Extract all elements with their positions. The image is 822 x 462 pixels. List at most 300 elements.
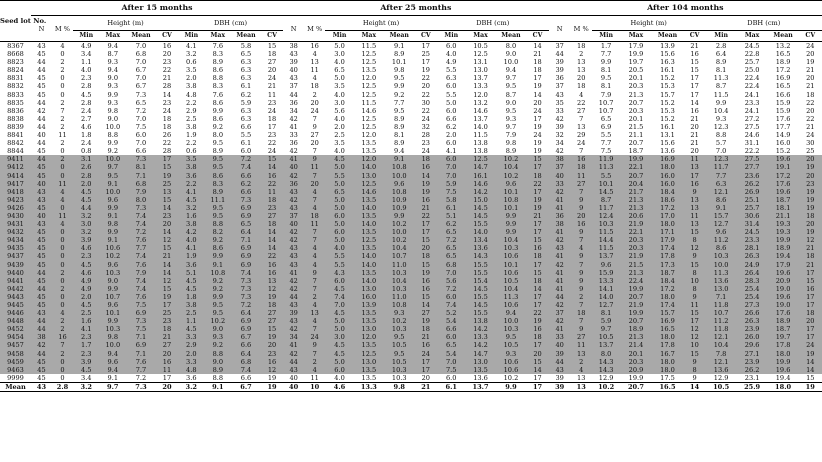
table-cell: 7.4 [126, 212, 156, 220]
table-cell: 8.9 [394, 122, 405, 131]
table-cell: 4 [304, 317, 325, 325]
table-row [0, 204, 822, 212]
table-cell: 44 [37, 98, 46, 107]
table-cell: 21.9 [621, 301, 652, 309]
table-cell: 43 [283, 317, 304, 325]
table-cell: 13 [684, 196, 706, 204]
table-cell: 2 [579, 50, 584, 59]
table-cell: 9 [571, 277, 592, 285]
table-cell: 8.7 [715, 82, 727, 91]
table-cell: 13 [684, 163, 706, 171]
seed-lot-cell: 8367 [7, 42, 24, 50]
table-cell: 9.2 [212, 122, 224, 131]
table-cell: 18 [267, 50, 277, 59]
table-cell: 8.6 [706, 244, 737, 252]
table-cell: 10.6 [100, 244, 127, 252]
table-cell: 7.8 [706, 350, 737, 358]
table-cell: 11.0 [384, 293, 415, 301]
table-cell: 19 [526, 204, 548, 212]
table-cell: 16 [52, 333, 73, 341]
table-cell: 19 [261, 333, 283, 341]
table-row [0, 301, 822, 309]
table-cell: 5.0 [325, 325, 354, 333]
table-cell: 17 [526, 220, 548, 228]
table-cell: 43 [283, 244, 304, 252]
table-cell: 42 [283, 196, 304, 204]
table-cell: 19.9 [621, 155, 652, 163]
table-cell: 6.0 [240, 147, 252, 156]
table-cell: 10.4 [706, 341, 737, 349]
table-cell: 4 [304, 252, 325, 260]
table-cell: 10.7 [100, 293, 127, 301]
table-cell: 3.6 [178, 172, 205, 180]
table-cell: 6.0 [445, 42, 457, 50]
table-cell: 17 [799, 293, 822, 301]
table-cell: 13.4 [466, 236, 496, 244]
seed-lot-cell: 9411 [0, 155, 31, 163]
subheader-max: Max [621, 31, 652, 42]
table-cell: 43 [283, 366, 304, 374]
table-cell: 6.0 [445, 139, 457, 148]
table-cell: 18.0 [651, 220, 683, 228]
table-cell: 10.6 [495, 252, 526, 260]
table-cell: 17.5 [660, 373, 675, 382]
table-cell: 42 [283, 236, 304, 244]
table-cell: 16 [310, 42, 319, 50]
table-cell: 19.6 [768, 293, 799, 301]
table-cell: 25.4 [737, 285, 768, 293]
table-cell: 6.6 [445, 114, 457, 123]
table-cell: 18 [799, 212, 822, 220]
table-cell: 12 [799, 236, 822, 244]
table-cell: 5.2 [437, 309, 466, 317]
table-cell: 4 [60, 42, 65, 50]
dbh-header: DBH (cm) [178, 16, 283, 31]
table-cell: 4.5 [178, 285, 205, 293]
table-cell: 19.9 [621, 285, 652, 293]
table-cell: 27.5 [744, 122, 760, 131]
table-cell: 1.7 [600, 42, 612, 50]
table-cell: 2 [304, 358, 325, 366]
table-cell: 18 [526, 172, 548, 180]
table-cell: 4.1 [73, 325, 100, 333]
table-cell: 10.1 [391, 58, 407, 67]
table-cell: 18 [162, 122, 172, 131]
table-row [0, 74, 822, 82]
table-cell: 43 [549, 244, 571, 252]
table-cell: 45 [31, 252, 52, 260]
table-cell: 10.2 [205, 317, 232, 325]
table-cell: 20.3 [621, 244, 652, 252]
table-cell: 4.4 [73, 204, 100, 212]
table-cell: 13.0 [354, 172, 384, 180]
table-cell: 16 [690, 50, 699, 59]
table-cell: 25.4 [737, 293, 768, 301]
table-cell: 9.1 [100, 180, 127, 188]
table-cell: 18.0 [651, 366, 683, 374]
table-cell: 9.2 [205, 236, 232, 244]
table-cell: 14.0 [354, 163, 384, 171]
table-cell: 2.4 [81, 106, 92, 115]
table-cell: 24.5 [737, 228, 768, 236]
table-cell: 8.9 [394, 139, 405, 148]
table-cell: 11 [267, 90, 277, 99]
table-cell: 7.0 [437, 163, 466, 171]
table-cell: 17.7 [775, 122, 791, 131]
table-cell: 7 [52, 341, 73, 349]
table-cell: 12.0 [354, 155, 384, 163]
table-cell: 6.0 [445, 82, 457, 91]
table-cell: 3.5 [334, 139, 345, 148]
table-cell: 42 [283, 172, 304, 180]
table-cell: 18.0 [651, 333, 683, 341]
table-cell: 16.3 [660, 58, 675, 67]
table-cell: 12.5 [354, 236, 384, 244]
table-cell: 14.0 [354, 277, 384, 285]
table-cell: 14 [261, 236, 283, 244]
table-cell: 21.3 [621, 333, 652, 341]
table-cell: 21.5 [628, 122, 644, 131]
table-cell: 7.0 [135, 74, 147, 83]
table-cell: 8.0 [505, 42, 517, 50]
table-cell: 18 [415, 155, 437, 163]
table-cell: 8.7 [505, 90, 517, 99]
table-cell: 0 [52, 252, 73, 260]
table-cell: 6.6 [135, 147, 147, 156]
table-cell: 14 [156, 269, 178, 277]
table-cell: 15.3 [660, 82, 675, 91]
table-cell: 28 [421, 131, 430, 140]
table-cell: 7.0 [715, 147, 727, 156]
table-cell: 9.5 [384, 350, 415, 358]
table-cell: 14 [261, 163, 283, 171]
table-cell: 15.2 [660, 114, 675, 123]
mean-cell: 10.5 [706, 382, 737, 391]
table-cell: 2 [52, 155, 73, 163]
table-cell: 10.1 [495, 188, 526, 196]
table-cell: 8.8 [205, 350, 232, 358]
table-cell: 9.3 [107, 98, 119, 107]
table-cell: 2.8 [73, 172, 100, 180]
table-row [0, 163, 822, 171]
table-cell: 19 [156, 293, 178, 301]
table-cell: 6.6 [240, 373, 252, 382]
table-cell: 2 [60, 139, 65, 148]
table-cell: 20 [533, 98, 542, 107]
table-cell: 10.2 [384, 236, 415, 244]
table-cell: 18.4 [651, 277, 683, 285]
table-cell: 7.7 [126, 366, 156, 374]
table-cell: 43 [283, 301, 304, 309]
table-cell: 44 [37, 139, 46, 148]
table-cell: 23 [267, 131, 277, 140]
table-cell: 15.7 [651, 309, 683, 317]
table-cell: 41 [289, 122, 298, 131]
table-cell: 15.5 [466, 309, 496, 317]
table-cell: 17.9 [768, 261, 799, 269]
table-cell: 9.6 [495, 180, 526, 188]
table-cell: 15 [806, 373, 815, 382]
table-cell: 16 [261, 172, 283, 180]
table-cell: 18 [526, 277, 548, 285]
table-cell: 4 [52, 220, 73, 228]
table-cell: 14.0 [473, 122, 488, 131]
table-cell: 18 [799, 309, 822, 317]
table-cell: 42 [283, 228, 304, 236]
seed-lot-cell: 8668 [7, 50, 24, 59]
table-cell: 15.9 [775, 106, 791, 115]
table-cell: 12.0 [473, 90, 488, 99]
table-cell: 45 [37, 373, 46, 382]
table-cell: 19 [533, 139, 542, 148]
table-cell: 13 [684, 204, 706, 212]
table-cell: 5.9 [437, 180, 466, 188]
table-cell: 18.7 [768, 196, 799, 204]
table-cell: 19 [415, 188, 437, 196]
table-cell: 22.1 [621, 163, 652, 171]
table-cell: 14.9 [775, 131, 791, 140]
table-cell: 27 [261, 309, 283, 317]
table-cell: 4.5 [73, 366, 100, 374]
table-cell: 4.1 [178, 244, 205, 252]
subheader-min: Min [178, 31, 205, 42]
table-cell: 8.6 [212, 114, 224, 123]
table-cell: 2.7 [81, 114, 92, 123]
table-cell: 1.8 [178, 293, 205, 301]
table-cell: 42 [283, 285, 304, 293]
mean-cell: 19 [261, 382, 283, 391]
table-cell: 18 [261, 220, 283, 228]
table-cell: 6.8 [126, 180, 156, 188]
table-cell: 8.0 [126, 196, 156, 204]
table-cell: 20.3 [621, 236, 652, 244]
table-cell: 7.2 [437, 285, 466, 293]
table-cell: 2 [60, 122, 65, 131]
table-cell: 42 [555, 147, 564, 156]
table-cell: 7 [304, 325, 325, 333]
table-cell: 11.2 [706, 317, 737, 325]
table-cell: 6.5 [437, 244, 466, 252]
table-cell: 16.9 [651, 317, 683, 325]
table-cell: 18.7 [651, 269, 683, 277]
table-row [0, 261, 822, 269]
table-cell: 10.3 [384, 366, 415, 374]
table-cell: 20 [799, 172, 822, 180]
table-cell: 9.6 [100, 301, 127, 309]
table-cell: 16.7 [651, 350, 683, 358]
table-cell: 11 [571, 172, 592, 180]
table-cell: 19 [799, 188, 822, 196]
table-cell: 15 [684, 309, 706, 317]
table-cell: 21 [415, 333, 437, 341]
table-cell: 15 [156, 163, 178, 171]
table-cell: 17 [533, 373, 542, 382]
table-cell: 20 [421, 373, 430, 382]
table-cell: 21 [806, 82, 815, 91]
table-cell: 7.0 [437, 358, 466, 366]
table-cell: 0 [52, 244, 73, 252]
table-cell: 27.5 [737, 155, 768, 163]
table-cell: 8.1 [600, 66, 612, 75]
table-cell: 5.8 [240, 42, 252, 50]
table-cell: 36 [283, 180, 304, 188]
table-cell: 9.2 [205, 341, 232, 349]
seed-lot-cell: 8838 [7, 114, 24, 123]
table-cell: 3.4 [81, 50, 92, 59]
table-cell: 9.7 [505, 122, 517, 131]
table-cell: 9.0 [505, 98, 517, 107]
table-cell: 6.3 [706, 180, 737, 188]
table-cell: 27.3 [737, 301, 768, 309]
table-cell: 20 [571, 212, 592, 220]
table-cell: 40 [289, 373, 298, 382]
table-cell: 6.6 [240, 122, 252, 131]
table-cell: 24 [806, 42, 815, 50]
table-cell: 16 [415, 341, 437, 349]
table-cell: 45 [31, 358, 52, 366]
table-cell: 24 [415, 350, 437, 358]
table-cell: 10 [684, 277, 706, 285]
table-cell: 16 [156, 358, 178, 366]
table-cell: 18 [261, 196, 283, 204]
table-row [0, 91, 822, 99]
table-cell: 8.9 [394, 50, 405, 59]
table-cell: 24.5 [744, 42, 760, 50]
table-cell: 10.1 [495, 261, 526, 269]
table-cell: 25 [156, 180, 178, 188]
table-cell: 20.7 [628, 98, 644, 107]
table-cell: 6.5 [231, 220, 261, 228]
table-cell: 3.2 [178, 204, 205, 212]
table-cell: 20 [156, 220, 178, 228]
table-cell: 13.9 [660, 42, 675, 50]
table-row [0, 341, 822, 349]
table-cell: 19 [261, 293, 283, 301]
table-cell: 20 [526, 350, 548, 358]
table-cell: 14.2 [466, 188, 496, 196]
subheader-min: Min [592, 31, 621, 42]
table-cell: 20 [799, 155, 822, 163]
table-cell: 2.8 [715, 42, 727, 50]
subheader-max: Max [354, 31, 384, 42]
table-cell: 9.5 [394, 74, 405, 83]
table-cell: 18.4 [651, 188, 683, 196]
table-cell: 7.4 [126, 252, 156, 260]
table-cell: 17.8 [651, 252, 683, 260]
table-cell: 14 [799, 358, 822, 366]
table-cell: 8.2 [205, 228, 232, 236]
table-cell: 9.6 [706, 228, 737, 236]
table-cell: 19.9 [621, 309, 652, 317]
table-cell: 6.1 [437, 204, 466, 212]
table-cell: 2.5 [73, 309, 100, 317]
table-cell: 7 [304, 350, 325, 358]
table-cell: 17 [526, 341, 548, 349]
table-cell: 5.5 [600, 131, 612, 140]
table-cell: 13.5 [354, 196, 384, 204]
table-cell: 12.5 [354, 350, 384, 358]
table-cell: 19 [156, 172, 178, 180]
table-cell: 10.6 [495, 269, 526, 277]
table-cell: 45 [31, 366, 52, 374]
table-cell: 6.6 [231, 188, 261, 196]
table-cell: 9.9 [394, 82, 405, 91]
table-cell: 14 [526, 285, 548, 293]
table-cell: 3.9 [73, 236, 100, 244]
table-cell: 4.5 [325, 350, 354, 358]
table-cell: 9.7 [592, 325, 621, 333]
table-cell: 10.4 [384, 244, 415, 252]
table-cell: 8.0 [212, 131, 224, 140]
table-cell: 7.9 [126, 188, 156, 196]
table-cell: 8 [684, 269, 706, 277]
table-cell: 7.2 [231, 301, 261, 309]
mean-label: Mean [0, 382, 31, 391]
table-cell: 24 [533, 106, 542, 115]
table-cell: 43 [289, 74, 298, 83]
table-cell: 27 [571, 333, 592, 341]
table-cell: 20 [162, 50, 172, 59]
table-cell: 9.3 [205, 333, 232, 341]
table-cell: 7.9 [126, 269, 156, 277]
table-cell: 15.4 [466, 277, 496, 285]
table-cell: 17 [684, 317, 706, 325]
table-cell: 0 [52, 236, 73, 244]
mean-cell: 9.1 [205, 382, 232, 391]
table-cell: 17 [690, 74, 699, 83]
table-cell: 22.4 [744, 74, 760, 83]
table-cell: 24.9 [737, 261, 768, 269]
table-cell: 23 [799, 180, 822, 188]
table-cell: 6.3 [240, 114, 252, 123]
table-cell: 42 [37, 106, 46, 115]
table-cell: 30 [806, 139, 815, 148]
table-cell: 13.6 [706, 277, 737, 285]
table-cell: 10.1 [592, 180, 621, 188]
table-cell: 4.6 [73, 269, 100, 277]
table-cell: 27.2 [744, 114, 760, 123]
table-cell: 7.1 [706, 293, 737, 301]
table-cell: 8 [684, 285, 706, 293]
table-cell: 9.5 [205, 155, 232, 163]
table-cell: 45 [31, 293, 52, 301]
table-cell: 17 [526, 228, 548, 236]
table-row [0, 358, 822, 366]
table-cell: 7.0 [135, 114, 147, 123]
table-cell: 13.5 [354, 228, 384, 236]
table-cell: 2.3 [73, 252, 100, 260]
table-cell: 20.3 [628, 82, 644, 91]
table-cell: 5.9 [240, 98, 252, 107]
table-row [0, 147, 822, 155]
table-cell: 13 [577, 122, 586, 131]
table-cell: 20 [806, 74, 815, 83]
table-cell: 7 [304, 196, 325, 204]
table-cell: 13.5 [466, 366, 496, 374]
table-cell: 15 [156, 244, 178, 252]
table-cell: 13.0 [354, 285, 384, 293]
table-cell: 40 [31, 180, 52, 188]
table-cell: 41 [549, 285, 571, 293]
table-cell: 2.3 [81, 74, 92, 83]
table-row [0, 172, 822, 180]
n-header: N [549, 16, 571, 42]
table-cell: 13.5 [361, 139, 377, 148]
table-cell: 15.3 [660, 106, 675, 115]
table-cell: 19.9 [628, 50, 644, 59]
table-cell: 20.4 [621, 180, 652, 188]
table-cell: 34 [283, 333, 304, 341]
